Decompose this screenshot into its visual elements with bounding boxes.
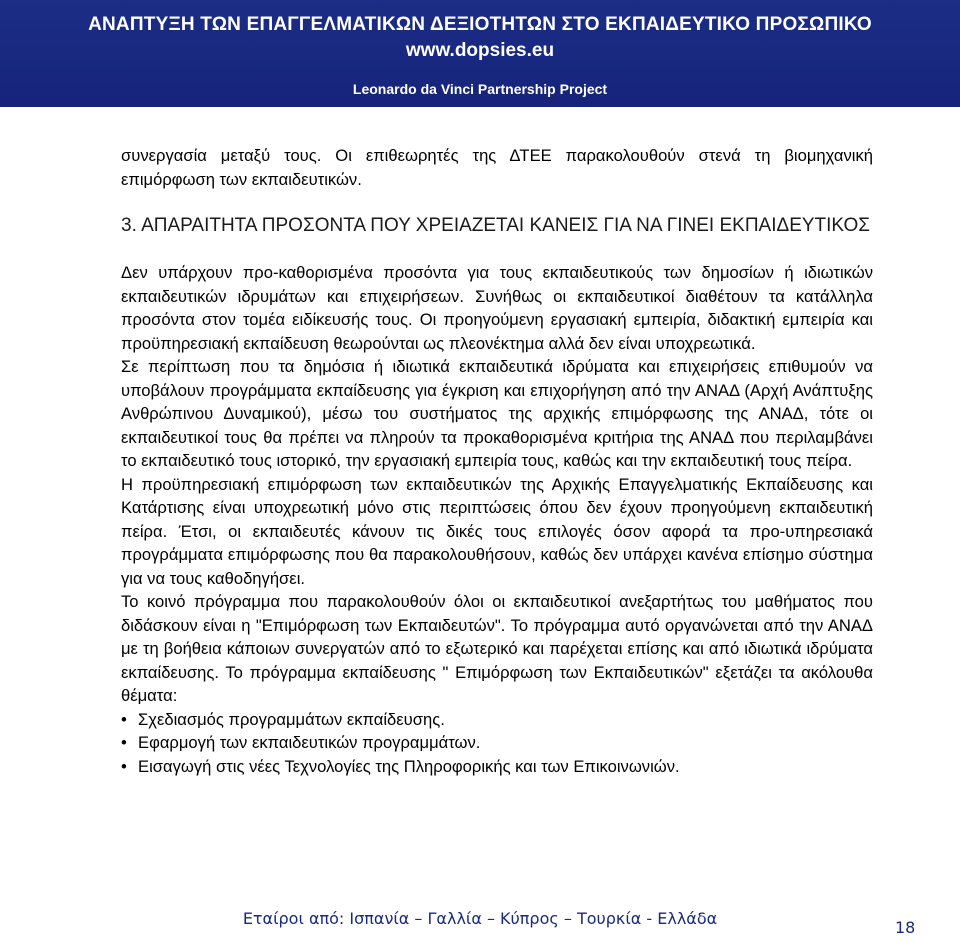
- header-website: www.dopsies.eu: [405, 40, 555, 61]
- list-item: [121, 708, 873, 732]
- paragraph-1: Δεν υπάρχουν προ-καθορισμένα προσόντα για τους εκπαιδευτικούς των δημοσίων ή ιδιωτικών εκπαιδευτικών ιδρυμάτων και επιχειρήσεων. Συνήθως οι εκπαιδευτικοί διαθέτουν τα κατάλληλα προσόντα στον τομέα ειδίκευσής τους. Οι προηγούμενη εργασιακή εμπειρία, διδακτική εμπειρία και προϋπηρεσιακή εκπαίδευση θεωρούνται ως πλεονέκτημα αλλά δεν είναι υποχρεωτικά.: [121, 263, 873, 353]
- bullet-icon: •: [121, 709, 127, 729]
- list-item-text: Εισαγωγή στις νέες Τεχνολογίες της Πληροφορικής και των Επικοινωνιών.: [138, 756, 680, 776]
- header-title: ΑΝΑΠΤΥΞΗ ΤΩΝ ΕΠΑΓΓΕΛΜΑΤΙΚΩΝ ΔΕΞΙΟΤΗΤΩΝ ΣΤΟ ΕΚΠΑΙΔΕΥΤΙΚΟ ΠΡΟΣΩΠΙΚΟ: [88, 14, 872, 35]
- paragraph-3: Η προϋπηρεσιακή επιμόρφωση των εκπαιδευτικών της Αρχικής Επαγγελματικής Εκπαίδευσης και Κατάρτισης είναι υποχρεωτική μόνο στις περιπτώσεις όπου δεν έχουν προηγούμενη εκπαιδευτική πείρα. Έτσι, οι εκπαιδευτές κάνουν τις δικές τους επιλογές όσον αφορά τα προ-υπηρεσιακά προγράμματα επιμόρφωσης που θα παρακολουθήσουν, καθώς δεν υπάρχει κανένα επίσημο σύστημα για να τους καθοδηγήσει.: [121, 474, 873, 588]
- bullet-icon: •: [121, 733, 127, 752]
- list-item: [121, 755, 873, 779]
- list-item: [121, 731, 873, 755]
- section-heading: 3. ΑΠΑΡΑΙΤΗΤΑ ΠΡΟΣΟΝΤΑ ΠΟΥ ΧΡΕΙΑΖΕΤΑΙ ΚΑΝΕΙΣ ΓΙΑ ΝΑ ΓΙΝΕΙ ΕΚΠΑΙΔΕΥΤΙΚΟΣ: [121, 215, 871, 236]
- header-project: Leonardo da Vinci Partnership Project: [352, 81, 608, 97]
- paragraph-2: Σε περίπτωση που τα δημόσια ή ιδιωτικά εκπαιδευτικά ιδρύματα και επιχειρήσεις επιθυμούν να υποβάλουν προγράμματα εκπαίδευσης για έγκριση και επιχορήγηση από την ΑΝΑΔ (Αρχή Ανάπτυξης Ανθρώπινου Δυναμικού), μέσω του συστήματος της αρχικής επιμόρφωσης της ΑΝΑΔ, τότε οι εκπαιδευτικοί τους θα πρέπει να πληρούν τα προκαθορισμένα κριτήρια της ΑΝΑΔ που περιλαμβάνει το εκπαιδευτικό τους ιστορικό, την εργασιακή εμπειρία τους, καθώς και την εκπαιδευτική τους πείρα.: [121, 357, 873, 470]
- footer-partners: Εταίροι από: Ισπανία – Γαλλία – Κύπρος – Τουρκία - Ελλάδα: [242, 909, 718, 928]
- document-body: [121, 144, 873, 778]
- bullet-icon: •: [121, 756, 127, 776]
- paragraph-4: Το κοινό πρόγραμμα που παρακολουθούν όλοι οι εκπαιδευτικοί ανεξαρτήτως του μαθήματος που διδάσκουν είναι η "Επιμόρφωση των Εκπαιδευτών". Το πρόγραμμα αυτό οργανώνεται από την ΑΝΑΔ με τη βοήθεια κάποιων συνεργατών από το εξωτερικό και παρέχεται επίσης και από ιδιωτικά ιδρύματα εκπαίδευσης. Το πρόγραμμα εκπαίδευσης " Επιμόρφωση των Εκπαιδευτικών" εξετάζει τα ακόλουθα θέματα:: [121, 592, 873, 705]
- list-item-text: Εφαρμογή των εκπαιδευτικών προγραμμάτων.: [138, 733, 481, 752]
- topics-list: [121, 708, 873, 779]
- page-header: [0, 0, 960, 107]
- intro-paragraph: συνεργασία μεταξύ τους. Οι επιθεωρητές της ΔΤΕΕ παρακολουθούν στενά τη βιομηχανική επιμόρφωση των εκπαιδευτικών.: [121, 146, 873, 189]
- page-number: 18: [895, 918, 916, 937]
- list-item-text: Σχεδιασμός προγραμμάτων εκπαίδευσης.: [138, 709, 445, 729]
